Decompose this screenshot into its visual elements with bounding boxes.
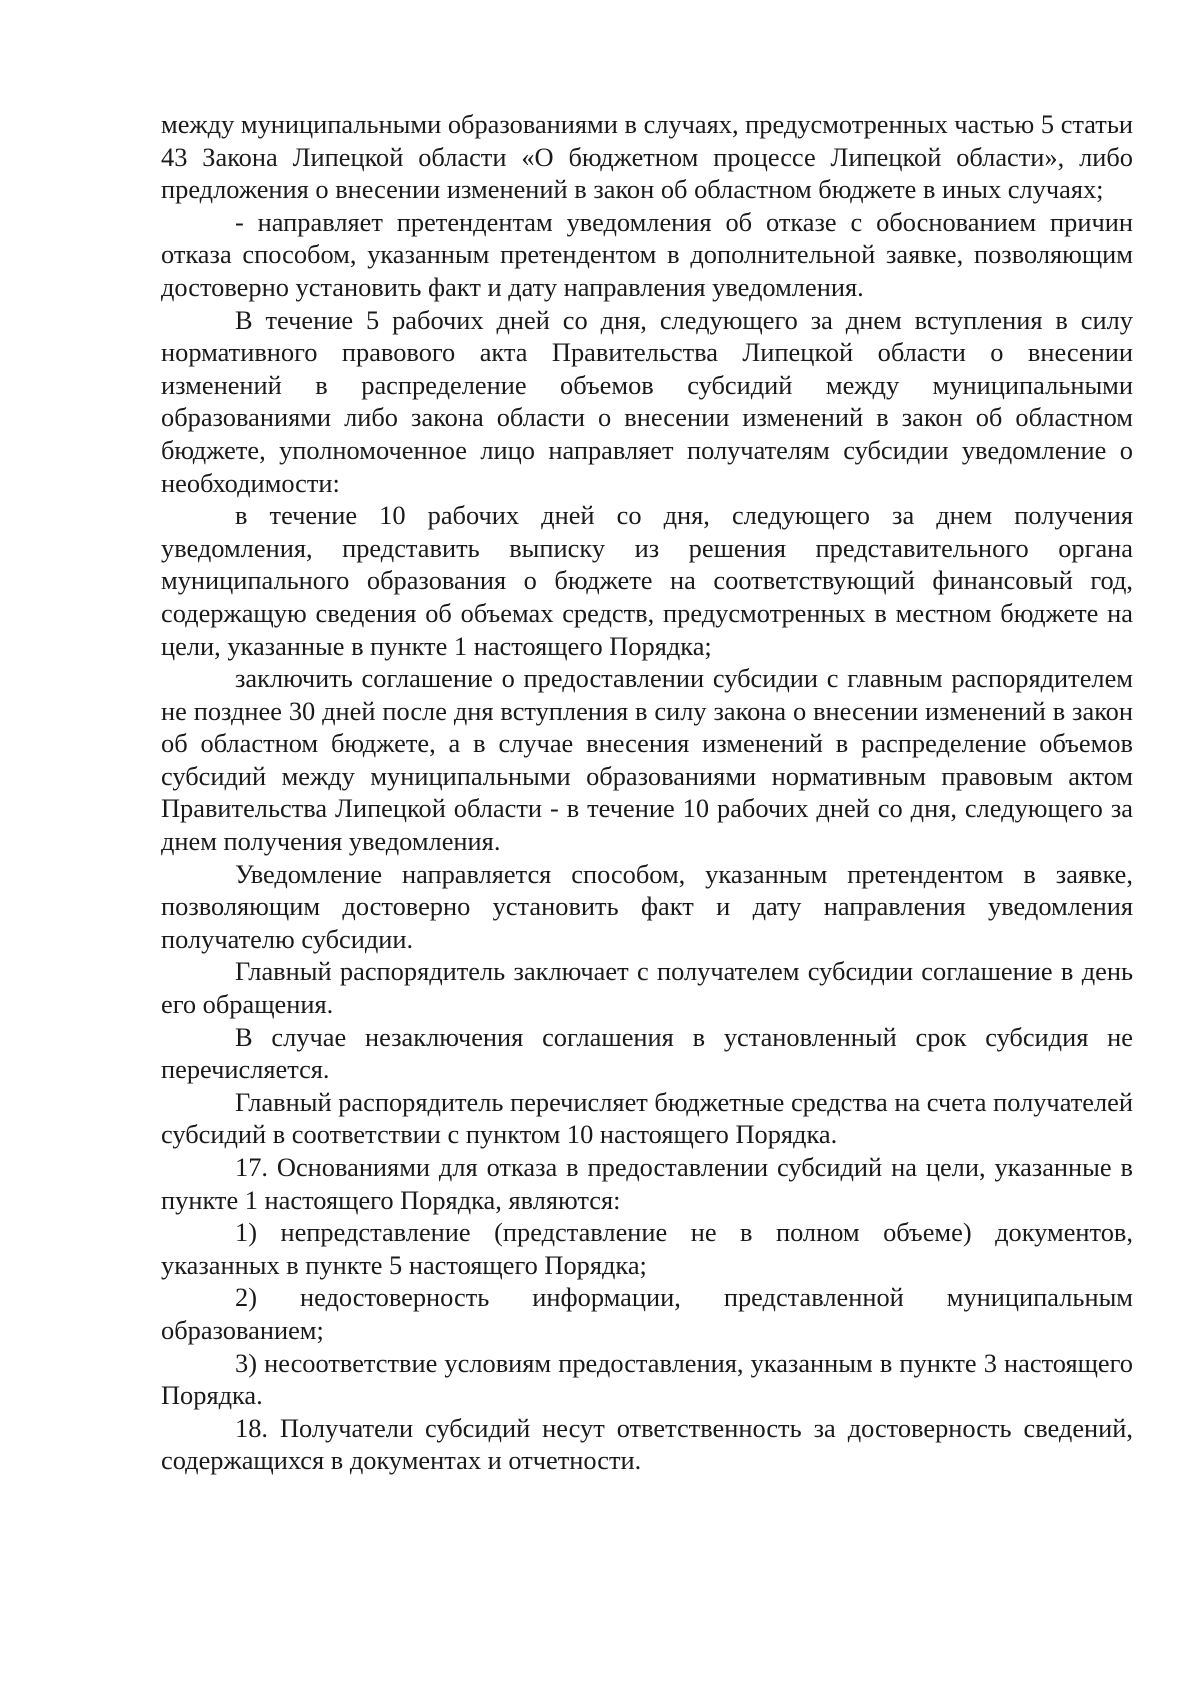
paragraph-item-17: 17. Основаниями для отказа в предоставлении субсидий на цели, указанные в пункте 1 настоящего Порядка, являются: (161, 1152, 1133, 1215)
paragraph-reason-2: 2) недостоверность информации, представленной муниципальным образованием; (161, 1282, 1133, 1345)
paragraph-continuation: между муниципальными образованиями в случаях, предусмотренных частью 5 статьи 43 Закона Липецкой области «О бюджетном процессе Липецкой области», либо предложения о внесении изменений в закон об областном бюджете в иных случаях; (161, 109, 1133, 205)
paragraph-budget-extract: в течение 10 рабочих дней со дня, следующего за днем получения уведомления, представить выписку из решения представительного органа муниципального образования о бюджете на соответствующий финансовый год, содержащую сведения об объемах средств, предусмотренных в местном бюджете на цели, указанные в пункте 1 настоящего Порядка; (161, 500, 1133, 661)
document-page (161, 108, 1133, 1477)
paragraph-notification-deadline: В течение 5 рабочих дней со дня, следующего за днем вступления в силу нормативного правового акта Правительства Липецкой области о внесении изменений в распределение объемов субсидий между муниципальными образованиями либо закона области о внесении изменений в закон об областном бюджете, уполномоченное лицо направляет получателям субсидии уведомление о необходимости: (161, 304, 1133, 498)
paragraph-agreement-day: Главный распорядитель заключает с получателем субсидии соглашение в день его обращения. (161, 956, 1133, 1020)
paragraph-item-18: 18. Получатели субсидий несут ответственность за достоверность сведений, содержащихся в документах и отчетности. (161, 1412, 1133, 1476)
paragraph-reason-1: 1) непредставление (представление не в полном объеме) документов, указанных в пункте 5 настоящего Порядка; (161, 1217, 1133, 1280)
paragraph-agreement: заключить соглашение о предоставлении субсидии с главным распорядителем не позднее 30 дней после дня вступления в силу закона о внесении изменений в закон об областном бюджете, а в случае внесения изменений в распределение объемов субсидий между муниципальными образованиями нормативным правовым актом Правительства Липецкой области - в течение 10 рабочих дней со дня, следующего за днем получения уведомления. (161, 663, 1133, 857)
paragraph-no-agreement: В случае незаключения соглашения в установленный срок субсидия не перечисляется. (161, 1021, 1133, 1085)
paragraph-notification-method: Уведомление направляется способом, указанным претендентом в заявке, позволяющим достоверно установить факт и дату направления уведомления получателю субсидии. (161, 858, 1133, 954)
paragraph-reason-3: 3) несоответствие условиям предоставления, указанным в пункте 3 настоящего Порядка. (161, 1347, 1133, 1411)
paragraph-transfer: Главный распорядитель перечисляет бюджетные средства на счета получателей субсидий в соответствии с пунктом 10 настоящего Порядка. (161, 1086, 1133, 1150)
paragraph-refusal-notice: - направляет претендентам уведомления об отказе с обоснованием причин отказа способом, указанным претендентом в дополнительной заявке, позволяющим достоверно установить факт и дату направления уведомления. (161, 206, 1133, 302)
